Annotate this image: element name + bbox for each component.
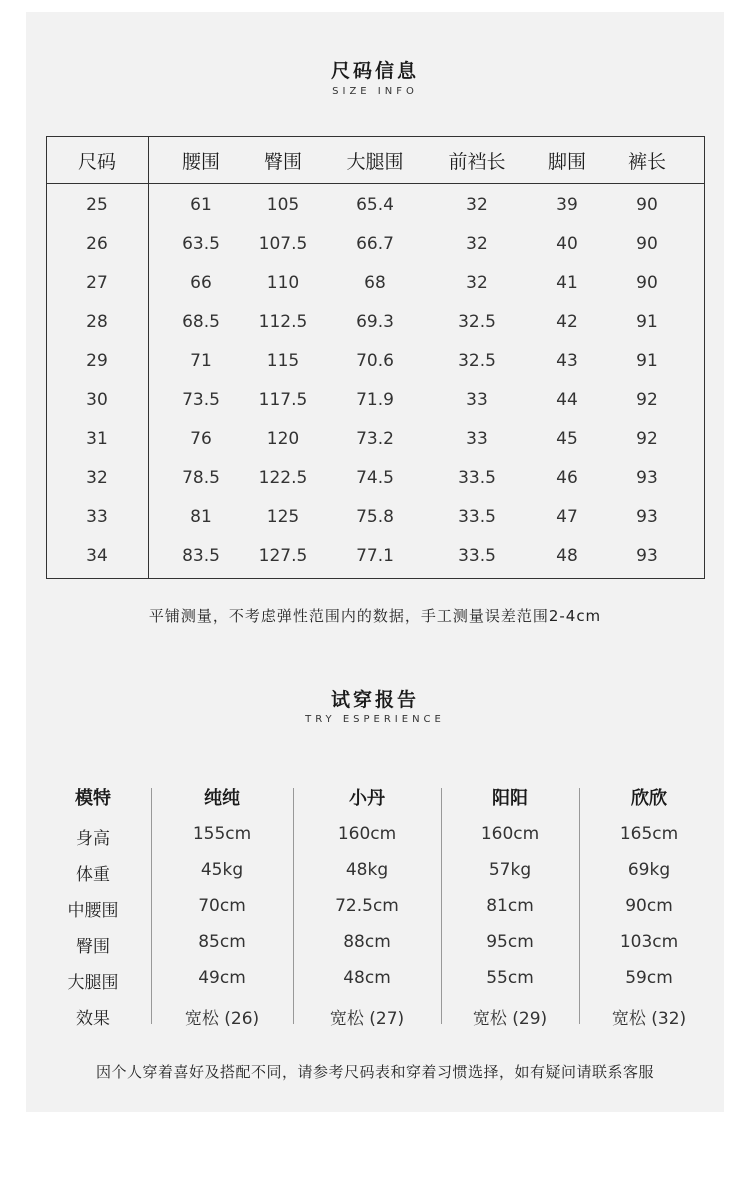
size-header-cell: 大腿围 (346, 151, 404, 173)
fit-column-divider (293, 788, 294, 1024)
size-header-cell: 腰围 (181, 151, 220, 173)
fit-value-cell: 69kg (627, 860, 671, 880)
size-header-cell: 脚围 (547, 151, 586, 173)
size-value-cell: 92 (636, 390, 658, 410)
size-value-cell: 40 (556, 234, 578, 254)
fit-value-cell: 85cm (198, 932, 246, 952)
size-note: 平铺测量，不考虑弹性范围内的数据，手工测量误差范围2-4cm (148, 607, 602, 625)
size-label-cell: 32 (86, 468, 108, 488)
fit-model-name: 阳阳 (492, 788, 528, 809)
size-value-cell: 127.5 (258, 546, 308, 566)
fit-value-cell: 90cm (625, 896, 673, 916)
size-label-cell: 33 (86, 507, 108, 527)
fit-value-cell: 宽松 (29) (472, 1009, 548, 1029)
fit-value-cell: 155cm (192, 824, 252, 844)
size-label-cell: 27 (86, 273, 108, 293)
fit-row-label: 臀围 (76, 937, 110, 957)
size-value-cell: 122.5 (258, 468, 308, 488)
fit-row-label: 身高 (76, 829, 110, 849)
size-value-cell: 77.1 (356, 546, 394, 566)
size-value-cell: 73.5 (182, 390, 220, 410)
size-value-cell: 125 (266, 507, 300, 527)
fit-model-name: 小丹 (349, 788, 385, 809)
size-label-cell: 25 (86, 195, 108, 215)
size-value-cell: 68.5 (182, 312, 220, 332)
fit-value-cell: 88cm (343, 932, 391, 952)
size-value-cell: 32.5 (458, 312, 496, 332)
size-value-cell: 71.9 (356, 390, 394, 410)
fit-value-cell: 45kg (200, 860, 244, 880)
size-info-title: 尺码信息 (330, 60, 419, 82)
size-value-cell: 92 (636, 429, 658, 449)
fit-value-cell: 59cm (625, 968, 673, 988)
size-value-cell: 32 (466, 273, 488, 293)
size-value-cell: 90 (636, 273, 658, 293)
size-label-cell: 31 (86, 429, 108, 449)
size-label-cell: 30 (86, 390, 108, 410)
size-value-cell: 90 (636, 195, 658, 215)
size-value-cell: 120 (266, 429, 300, 449)
fit-value-cell: 160cm (337, 824, 397, 844)
fit-value-cell: 72.5cm (335, 896, 399, 916)
fit-value-cell: 165cm (619, 824, 679, 844)
size-value-cell: 33.5 (458, 507, 496, 527)
size-value-cell: 66.7 (356, 234, 394, 254)
size-value-cell: 83.5 (182, 546, 220, 566)
size-label-cell: 29 (86, 351, 108, 371)
fit-row-label: 中腰围 (67, 901, 119, 921)
fit-value-cell: 160cm (480, 824, 540, 844)
fit-value-cell: 48kg (345, 860, 389, 880)
size-value-cell: 91 (636, 312, 658, 332)
size-value-cell: 74.5 (356, 468, 394, 488)
size-value-cell: 33.5 (458, 546, 496, 566)
size-label-cell: 26 (86, 234, 108, 254)
size-value-cell: 45 (556, 429, 578, 449)
size-header-cell: 臀围 (263, 151, 302, 173)
size-value-cell: 32.5 (458, 351, 496, 371)
size-value-cell: 78.5 (182, 468, 220, 488)
size-value-cell: 44 (556, 390, 578, 410)
size-value-cell: 61 (190, 195, 212, 215)
fit-value-cell: 48cm (343, 968, 391, 988)
try-report-title: 试穿报告 (330, 689, 419, 711)
fit-column-divider (579, 788, 580, 1024)
size-header-cell: 前裆长 (448, 151, 506, 173)
size-value-cell: 41 (556, 273, 578, 293)
size-value-cell: 93 (636, 468, 658, 488)
size-value-cell: 107.5 (258, 234, 308, 254)
size-value-cell: 117.5 (258, 390, 308, 410)
size-value-cell: 66 (190, 273, 212, 293)
size-value-cell: 115 (266, 351, 300, 371)
size-value-cell: 75.8 (356, 507, 394, 527)
fit-value-cell: 49cm (198, 968, 246, 988)
fit-row-label: 大腿围 (67, 973, 119, 993)
fit-value-cell: 81cm (486, 896, 534, 916)
size-value-cell: 32 (466, 195, 488, 215)
fit-column-divider (151, 788, 152, 1024)
size-value-cell: 69.3 (356, 312, 394, 332)
size-value-cell: 48 (556, 546, 578, 566)
fit-value-cell: 宽松 (32) (611, 1009, 687, 1029)
size-value-cell: 32 (466, 234, 488, 254)
size-value-cell: 105 (266, 195, 300, 215)
size-value-cell: 110 (266, 273, 300, 293)
size-header-cell: 尺码 (77, 151, 116, 173)
fit-value-cell: 宽松 (26) (184, 1009, 260, 1029)
size-value-cell: 93 (636, 507, 658, 527)
size-header-cell: 裤长 (627, 151, 666, 173)
size-label-cell: 34 (86, 546, 108, 566)
size-value-cell: 90 (636, 234, 658, 254)
size-value-cell: 33.5 (458, 468, 496, 488)
fit-model-name: 欣欣 (631, 788, 667, 809)
size-value-cell: 47 (556, 507, 578, 527)
size-value-cell: 65.4 (356, 195, 394, 215)
size-value-cell: 81 (190, 507, 212, 527)
try-report-note: 因个人穿着喜好及搭配不同，请参考尺码表和穿着习惯选择，如有疑问请联系客服 (95, 1063, 654, 1081)
size-value-cell: 76 (190, 429, 212, 449)
size-value-cell: 33 (466, 390, 488, 410)
fit-row-label: 体重 (76, 865, 110, 885)
size-value-cell: 93 (636, 546, 658, 566)
fit-column-divider (441, 788, 442, 1024)
size-value-cell: 70.6 (356, 351, 394, 371)
size-value-cell: 42 (556, 312, 578, 332)
size-value-cell: 39 (556, 195, 578, 215)
fit-value-cell: 55cm (486, 968, 534, 988)
size-info-subtitle: SIZE INFO (332, 86, 418, 97)
fit-model-name: 纯纯 (204, 788, 240, 809)
size-value-cell: 46 (556, 468, 578, 488)
size-value-cell: 43 (556, 351, 578, 371)
size-value-cell: 71 (190, 351, 212, 371)
fit-row-label: 效果 (76, 1009, 110, 1029)
size-value-cell: 33 (466, 429, 488, 449)
size-value-cell: 68 (364, 273, 386, 293)
try-report-subtitle: TRY ESPERIENCE (305, 714, 445, 725)
size-value-cell: 73.2 (356, 429, 394, 449)
size-value-cell: 63.5 (182, 234, 220, 254)
fit-value-cell: 70cm (198, 896, 246, 916)
fit-value-cell: 103cm (619, 932, 679, 952)
size-value-cell: 91 (636, 351, 658, 371)
fit-header-label: 模特 (75, 788, 111, 809)
fit-value-cell: 宽松 (27) (329, 1009, 405, 1029)
size-value-cell: 112.5 (258, 312, 308, 332)
size-label-cell: 28 (86, 312, 108, 332)
fit-value-cell: 57kg (488, 860, 532, 880)
fit-value-cell: 95cm (486, 932, 534, 952)
